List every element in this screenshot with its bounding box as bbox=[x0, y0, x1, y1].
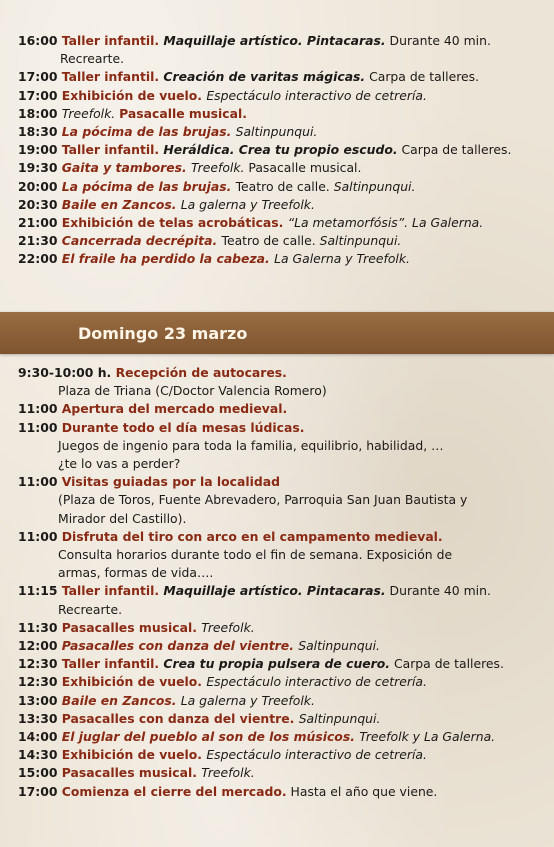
entry-text: Pasacalles con danza del vientre. bbox=[61, 710, 299, 726]
entry-text: La galerna y Treefolk. bbox=[180, 196, 315, 212]
entry-text: Crea tu propia pulsera de cuero. bbox=[163, 656, 391, 672]
schedule-entry bbox=[18, 250, 544, 268]
entry-time: 11:00 bbox=[18, 474, 62, 490]
schedule-entry bbox=[18, 400, 544, 418]
entry-text: La Galerna y Treefolk. bbox=[274, 251, 410, 267]
entry-time: 12:00 bbox=[18, 638, 62, 654]
entry-time: 11:00 bbox=[18, 419, 62, 435]
schedule-entry bbox=[18, 673, 544, 691]
entry-text: Saltinpunqui. bbox=[298, 638, 380, 654]
entry-time: 19:00 bbox=[18, 142, 62, 158]
day-title: Domingo 23 marzo bbox=[78, 324, 248, 343]
entry-text: La pócima de las brujas. bbox=[61, 124, 236, 140]
entry-text: Saltinpunqui. bbox=[333, 178, 416, 194]
entry-text: Pasacalles con danza del vientre. bbox=[61, 638, 299, 654]
entry-text: Espectáculo interactivo de cetrería. bbox=[206, 87, 427, 103]
entry-detail: Juegos de ingenio para toda la familia, equilibrio, habilidad, … bbox=[58, 437, 444, 453]
schedule-entry bbox=[18, 746, 544, 764]
entry-text: Exhibición de vuelo. bbox=[61, 747, 207, 763]
entry-text: Taller infantil. bbox=[61, 33, 164, 48]
entry-detail: ¿te lo vas a perder? bbox=[58, 456, 181, 472]
entry-time: 20:00 bbox=[18, 178, 62, 194]
schedule-entry bbox=[18, 364, 544, 382]
sunday-schedule bbox=[18, 364, 544, 801]
entry-text: Durante todo el día mesas lúdicas. bbox=[61, 419, 305, 435]
entry-text: Cancerrada decrépita. bbox=[61, 233, 222, 249]
entry-text: Pasacalles musical. bbox=[61, 765, 202, 781]
entry-time: 20:30 bbox=[18, 196, 62, 212]
entry-detail: armas, formas de vida…. bbox=[58, 565, 214, 581]
schedule-entry bbox=[18, 232, 544, 250]
schedule-entry bbox=[18, 178, 544, 196]
entry-text: Taller infantil. bbox=[61, 656, 164, 672]
schedule-entry bbox=[18, 123, 544, 141]
entry-text: Pasacalle musical. bbox=[119, 105, 247, 121]
entry-text: Maquillaje artístico. Pintacaras. bbox=[163, 583, 386, 599]
schedule-entry bbox=[18, 419, 544, 437]
entry-time: 16:00 bbox=[18, 33, 62, 48]
entry-text: Pasacalle musical. bbox=[244, 160, 362, 176]
schedule-entry bbox=[18, 528, 544, 546]
entry-text: Treefolk. bbox=[201, 619, 255, 635]
entry-text: Pasacalles musical. bbox=[61, 619, 202, 635]
entry-time: 14:30 bbox=[18, 747, 62, 763]
entry-text: Visitas guiadas por la localidad bbox=[61, 474, 280, 490]
schedule-entry bbox=[18, 783, 544, 801]
entry-text: Exhibición de vuelo. bbox=[61, 87, 207, 103]
schedule-entry bbox=[18, 141, 544, 159]
entry-text: Exhibición de telas acrobáticas. bbox=[61, 215, 288, 231]
entry-text: Teatro de calle. bbox=[221, 233, 320, 249]
entry-time: 11:30 bbox=[18, 619, 62, 635]
entry-time: 17:00 bbox=[18, 69, 62, 85]
entry-text: Saltinpunqui. bbox=[298, 710, 381, 726]
entry-time: 17:00 bbox=[18, 87, 62, 103]
entry-text: Maquillaje artístico. Pintacaras. bbox=[163, 33, 386, 48]
entry-time: 13:30 bbox=[18, 710, 62, 726]
schedule-entry bbox=[18, 619, 544, 637]
schedule-entry bbox=[18, 764, 544, 782]
entry-time: 15:00 bbox=[18, 765, 62, 781]
entry-text: Teatro de calle. bbox=[235, 178, 334, 194]
entry-text: Durante 40 min. bbox=[385, 583, 491, 599]
entry-detail: Consulta horarios durante todo el fin de semana. Exposición de bbox=[58, 547, 453, 563]
entry-time: 13:00 bbox=[18, 692, 62, 708]
entry-text: Hasta el año que viene. bbox=[286, 783, 438, 799]
entry-time: 19:30 bbox=[18, 160, 62, 176]
schedule-entry bbox=[18, 68, 544, 86]
entry-text: Espectáculo interactivo de cetrería. bbox=[206, 747, 427, 763]
entry-text: Exhibición de vuelo. bbox=[61, 674, 207, 690]
entry-detail: Recrearte. bbox=[58, 601, 123, 617]
entry-time: 21:00 bbox=[18, 215, 62, 231]
entry-text: Treefolk. bbox=[201, 765, 255, 781]
schedule-entry bbox=[18, 692, 544, 710]
schedule-entry bbox=[18, 473, 544, 491]
entry-time: 14:00 bbox=[18, 729, 62, 745]
entry-text: El fraile ha perdido la cabeza. bbox=[61, 251, 275, 267]
entry-text: Gaita y tambores. bbox=[61, 160, 192, 176]
schedule-entry bbox=[18, 655, 544, 673]
entry-text: Carpa de talleres. bbox=[397, 142, 512, 158]
entry-detail: Plaza de Triana (C/Doctor Valencia Romero) bbox=[58, 383, 327, 399]
schedule-entry bbox=[18, 728, 544, 746]
entry-time: 12:30 bbox=[18, 656, 62, 672]
schedule-entry bbox=[18, 710, 544, 728]
entry-text: Carpa de talleres. bbox=[390, 656, 504, 672]
saturday-schedule bbox=[18, 32, 544, 269]
entry-text: Espectáculo interactivo de cetrería. bbox=[206, 674, 427, 690]
entry-time: 9:30-10:00 h. bbox=[18, 365, 116, 380]
entry-text: Treefolk. bbox=[61, 105, 120, 121]
entry-text: Durante 40 min. bbox=[385, 33, 491, 48]
entry-text: Recepción de autocares. bbox=[115, 365, 287, 380]
entry-time: 18:30 bbox=[18, 124, 62, 140]
entry-text: Comienza el cierre del mercado. bbox=[61, 783, 287, 799]
schedule-entry bbox=[18, 105, 544, 123]
entry-detail: (Plaza de Toros, Fuente Abrevadero, Parroquia San Juan Bautista y bbox=[58, 492, 468, 508]
entry-text: El juglar del pueblo al son de los músicos. bbox=[61, 729, 360, 745]
entry-time: 21:30 bbox=[18, 233, 62, 249]
schedule-entry bbox=[18, 637, 544, 655]
entry-time: 17:00 bbox=[18, 783, 62, 799]
schedule-entry bbox=[18, 32, 544, 50]
entry-text: Disfruta del tiro con arco en el campamento medieval. bbox=[61, 528, 443, 544]
entry-text: Taller infantil. bbox=[61, 142, 164, 158]
schedule-entry bbox=[18, 196, 544, 214]
entry-text: Treefolk. bbox=[191, 160, 245, 176]
schedule-entry bbox=[18, 214, 544, 232]
entry-text: Treefolk y La Galerna. bbox=[359, 729, 496, 745]
entry-time: 11:00 bbox=[18, 528, 62, 544]
entry-text: Heráldica. Crea tu propio escudo. bbox=[163, 142, 398, 158]
entry-text: “La metamorfósis”. La Galerna. bbox=[287, 215, 484, 231]
entry-text: Taller infantil. bbox=[61, 583, 164, 599]
entry-time: 18:00 bbox=[18, 105, 62, 121]
schedule-entry bbox=[18, 582, 544, 600]
entry-text: Apertura del mercado medieval. bbox=[61, 401, 288, 417]
entry-time: 11:00 bbox=[18, 401, 62, 417]
entry-text: Creación de varitas mágicas. bbox=[163, 69, 366, 85]
entry-text: Baile en Zancos. bbox=[61, 692, 181, 708]
schedule-entry bbox=[18, 87, 544, 105]
entry-text: La pócima de las brujas. bbox=[61, 178, 236, 194]
entry-text: Carpa de talleres. bbox=[365, 69, 480, 85]
entry-text: Saltinpunqui. bbox=[235, 124, 318, 140]
entry-text: Saltinpunqui. bbox=[319, 233, 402, 249]
entry-time: 12:30 bbox=[18, 674, 62, 690]
entry-detail: Recrearte. bbox=[60, 51, 125, 67]
entry-text: Taller infantil. bbox=[61, 69, 164, 85]
entry-text: Baile en Zancos. bbox=[61, 196, 181, 212]
entry-time: 22:00 bbox=[18, 251, 62, 267]
schedule-entry bbox=[18, 159, 544, 177]
entry-detail: Mirador del Castillo). bbox=[58, 510, 187, 526]
entry-text: La galerna y Treefolk. bbox=[180, 692, 315, 708]
entry-time: 11:15 bbox=[18, 583, 62, 599]
day-header-band bbox=[0, 312, 554, 354]
